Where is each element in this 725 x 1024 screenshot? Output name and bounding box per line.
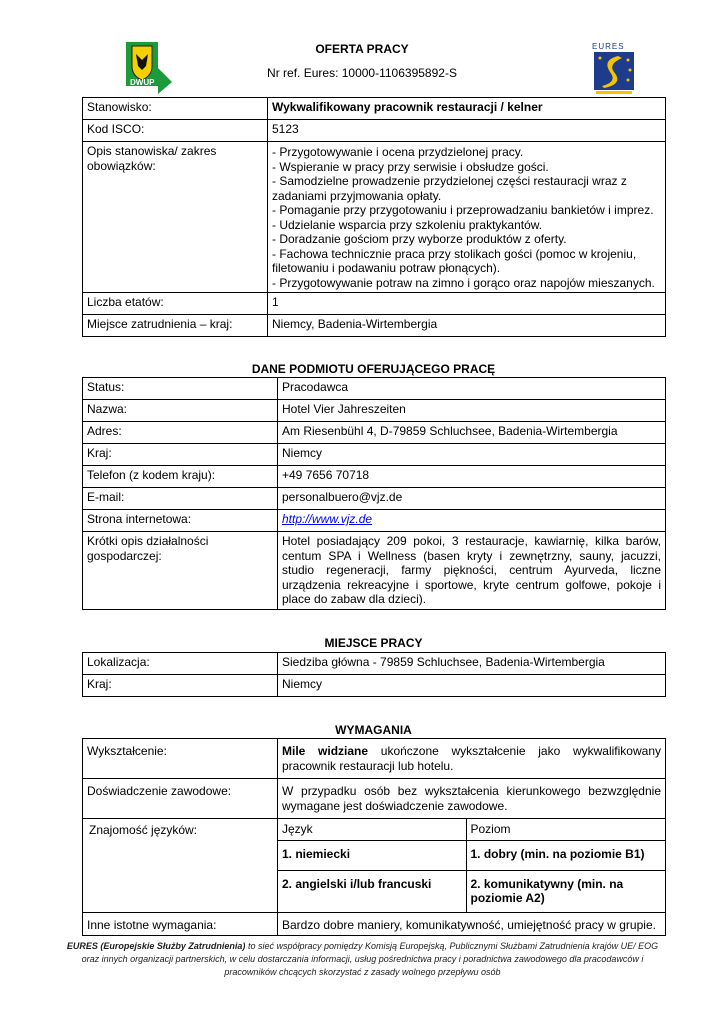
dwup-logo-text: DWUP [130, 78, 155, 87]
experience-value: W przypadku osób bez wykształcenia kierunkowego bezwzględnie wymagane jest doświadczenie zawodowe. [278, 779, 666, 819]
level-1: 1. dobry (min. na poziomie B1) [466, 840, 666, 870]
education-text: ukończone wykształcenie jako wykwalifikowany pracownik restauracji lub hotelu. [282, 744, 661, 773]
footer-line-1 [40, 940, 685, 953]
footer-line-2: oraz innych organizacji partnerskich, w celu dostarczania informacji, usług pośrednictwa pracy i poradnictwa zawodowego dla pracodawców i [81, 954, 644, 964]
language-1: 1. niemiecki [278, 840, 466, 870]
employer-heading: DANE PODMIOTU OFERUJĄCEGO PRACĘ [251, 362, 496, 376]
footer-line-3: pracowników chcących skorzystać z zasady wolnego przepływu osób [224, 967, 501, 977]
workplace-country-label: Miejsce zatrudnienia – kraj: [83, 315, 268, 337]
languages-cell [278, 819, 666, 913]
other-requirements-value: Bardzo dobre maniery, komunikatywność, umiejętność pracy w grupie. [278, 912, 666, 936]
country-value: Niemcy [278, 444, 666, 466]
reference-number: Nr ref. Eures: 10000-1106395892-S [267, 66, 457, 80]
level-header: Poziom [466, 819, 666, 840]
duties-label: Opis stanowiska/ zakres obowiązków: [83, 142, 268, 293]
website-label: Strona internetowa: [83, 510, 278, 532]
status-value: Pracodawca [278, 378, 666, 400]
duty-item: - Pomaganie przy przygotowaniu i przeprowadzaniu bankietów i imprez. [272, 203, 654, 217]
languages-label: Znajomość języków: [83, 819, 278, 913]
workplace-country-value: Niemcy [278, 675, 666, 697]
education-value [278, 739, 666, 779]
duty-item: - Udzielanie wsparcia przy szkoleniu praktykantów. [272, 217, 543, 232]
status-label: Status: [83, 378, 278, 400]
country-label: Kraj: [83, 444, 278, 466]
language-header: Język [278, 819, 466, 840]
footer-eures-name: EURES (Europejskie Służby Zatrudnienia) [66, 941, 246, 951]
name-label: Nazwa: [83, 400, 278, 422]
experience-label: Doświadczenie zawodowe: [83, 779, 278, 819]
offer-title: OFERTA PRACY [315, 42, 409, 56]
level-2: 2. komunikatywny (min. na poziomie A2) [466, 870, 666, 912]
website-cell [278, 510, 666, 532]
isco-value: 5123 [268, 120, 666, 142]
dwup-logo [118, 38, 176, 96]
email-label: E-mail: [83, 488, 278, 510]
eures-logo-text: EURES [592, 42, 625, 51]
education-emphasis: Mile widziane [282, 744, 369, 758]
isco-label: Kod ISCO: [83, 120, 268, 142]
duty-item: - Fachowa technicznie praca przy stolikach gości (pomoc w krojeniu, filetowaniu i podawaniu potraw płonących). [272, 246, 637, 275]
workplace-table [82, 652, 666, 697]
position-label: Stanowisko: [83, 98, 268, 120]
education-label: Wykształcenie: [83, 739, 278, 779]
location-label: Lokalizacja: [83, 653, 278, 675]
duty-item: - Doradzanie gościom przy wyborze produktów z oferty. [272, 232, 567, 246]
phone-value: +49 7656 70718 [278, 466, 666, 488]
workplace-heading: MIEJSCE PRACY [324, 636, 423, 650]
job-table [82, 97, 666, 337]
business-description-label: Krótki opis działalności gospodarczej: [83, 532, 278, 610]
footer-note [40, 940, 685, 979]
language-2: 2. angielski i/lub francuski [278, 870, 466, 912]
location-value: Siedziba główna - 79859 Schluchsee, Badenia-Wirtembergia [278, 653, 666, 675]
duty-item: - Przygotowywanie potraw na zimno i gorąco oraz napojów mieszanych. [272, 275, 655, 290]
requirements-table [82, 738, 666, 936]
email-value: personalbuero@vjz.de [278, 488, 666, 510]
employer-table [82, 377, 666, 610]
duty-item: - Samodzielne prowadzenie przydzielonej części restauracji wraz z zadaniami przyjmowania opłaty. [272, 174, 627, 203]
languages-table [278, 819, 666, 912]
duty-item: - Wspieranie w pracy przy serwisie i obsłudze gości. [272, 159, 549, 174]
footer-line-1-text: to sieć współpracy pomiędzy Komisją Europejską, Publicznymi Służbami Zatrudnienia krajów UE/ EOG [245, 941, 659, 951]
requirements-heading: WYMAGANIA [335, 723, 412, 737]
position-value: Wykwalifikowany pracownik restauracji / kelner [268, 98, 666, 120]
duty-item: - Przygotowywanie i ocena przydzielonej pracy. [272, 145, 524, 159]
business-description-value: Hotel posiadający 209 pokoi, 3 restauracje, kawiarnię, kilka barów, centum SPA i Wellness (basen kryty i zewnętrzny, sauny, jacuzzi, studio regeneracji, farmy piękności, centrum Ayurveda, liczne urządzenia rekreacyjne i sportowe, kryte centrum golfowe, pokoje i place do zabaw dla dzieci). [278, 532, 666, 610]
phone-label: Telefon (z kodem kraju): [83, 466, 278, 488]
address-value: Am Riesenbühl 4, D-79859 Schluchsee, Badenia-Wirtembergia [278, 422, 666, 444]
workplace-country-label: Kraj: [83, 675, 278, 697]
other-requirements-label: Inne istotne wymagania: [83, 912, 278, 936]
address-label: Adres: [83, 422, 278, 444]
website-link[interactable]: http://www.vjz.de [282, 512, 373, 526]
duties-list [268, 142, 666, 293]
fte-value: 1 [268, 293, 666, 315]
eures-logo [588, 40, 640, 98]
fte-label: Liczba etatów: [83, 293, 268, 315]
name-value: Hotel Vier Jahreszeiten [278, 400, 666, 422]
workplace-country-value: Niemcy, Badenia-Wirtembergia [268, 315, 666, 337]
